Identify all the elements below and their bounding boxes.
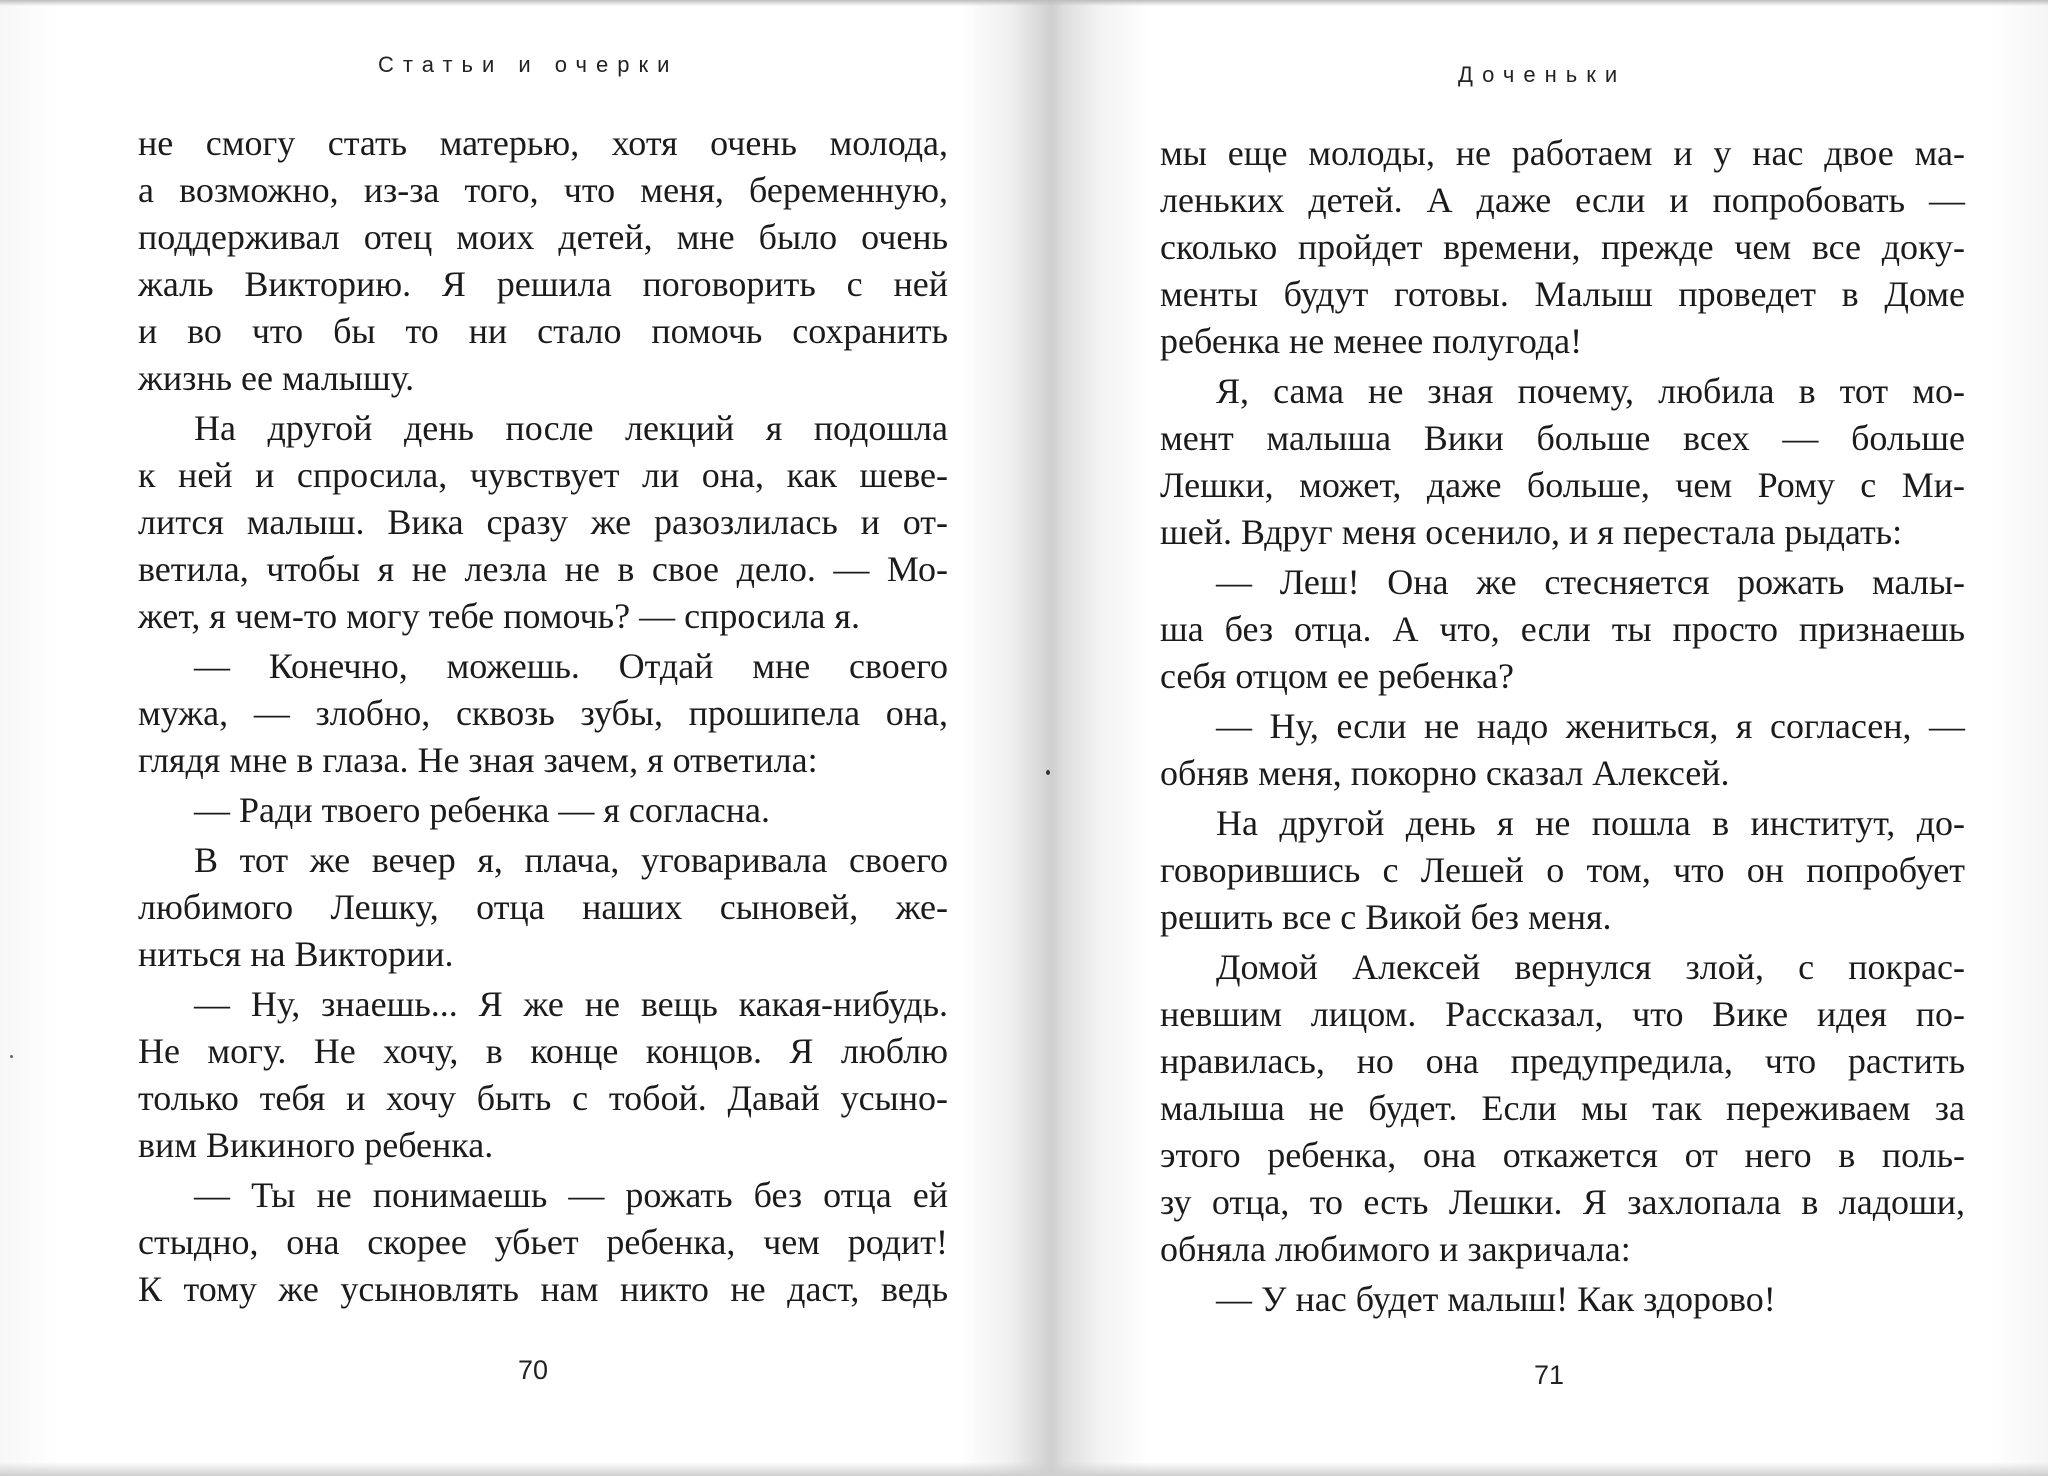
text-line: лится малыш. Вика сразу же разозлилась и от-: [138, 502, 948, 542]
text-line: ветила, чтобы я не лезла не в свое дело. — Мо-: [138, 549, 948, 589]
text-line: и во что бы то ни стало помочь сохранить: [138, 311, 948, 351]
text-line: малыша не будет. Если мы так переживаем за: [1160, 1088, 1965, 1128]
text-line: менты будут готовы. Малыш проведет в Доме: [1160, 274, 1965, 314]
text-line: этого ребенка, она откажется от него в поль-: [1160, 1135, 1965, 1175]
left-running-head: Статьи и очерки: [378, 52, 679, 77]
text-line: ребенка не менее полугода!: [1160, 321, 1583, 361]
text-line: — У нас будет малыш! Как здорово!: [1216, 1279, 1776, 1319]
text-line: жаль Викторию. Я решила поговорить с ней: [138, 264, 948, 304]
text-line: а возможно, из-за того, что меня, беременную,: [138, 170, 948, 210]
right-page: [1050, 0, 2048, 1476]
right-page-number: 71: [1534, 1360, 1565, 1390]
text-line: Я, сама не зная почему, любила в тот мо-: [1216, 371, 1965, 411]
text-line: мужа, — злобно, сквозь зубы, прошипела она,: [138, 693, 948, 733]
text-line: вим Викиного ребенка.: [138, 1125, 494, 1165]
text-line: сколько пройдет времени, прежде чем все доку-: [1160, 227, 1965, 267]
text-line: В тот же вечер я, плача, уговаривала своего: [194, 840, 948, 880]
text-line: — Ну, если не надо жениться, я согласен, —: [1216, 706, 1965, 746]
text-line: зу отца, то есть Лешки. Я захлопала в ладоши,: [1160, 1182, 1965, 1222]
text-line: ша без отца. А что, если ты просто признаешь: [1160, 609, 1965, 649]
text-line: Не могу. Не хочу, в конце концов. Я люблю: [138, 1031, 948, 1071]
text-line: — Конечно, можешь. Отдай мне своего: [194, 646, 948, 686]
text-line: жет, я чем-то могу тебе помочь? — спросила я.: [138, 596, 860, 636]
text-line: мент малыша Вики больше всех — больше: [1160, 418, 1965, 458]
right-page-text: [1160, 130, 1965, 1323]
text-line: На другой день я не пошла в институт, до-: [1216, 803, 1965, 843]
text-line: не смогу стать матерью, хотя очень молода,: [138, 123, 948, 163]
text-line: леньких детей. А даже если и попробовать —: [1160, 180, 1965, 220]
left-page-text: [138, 120, 948, 1313]
text-line: только тебя и хочу быть с тобой. Давай усыно-: [138, 1078, 948, 1118]
text-line: ниться на Виктории.: [138, 934, 454, 974]
text-line: решить все с Викой без меня.: [1160, 897, 1612, 937]
text-line: шей. Вдруг меня осенило, и я перестала рыдать:: [1160, 512, 1903, 552]
text-line: — Леш! Она же стесняется рожать малы-: [1216, 562, 1965, 602]
text-line: К тому же усыновлять нам никто не даст, ведь: [138, 1269, 948, 1309]
print-speck: [10, 1055, 13, 1058]
text-line: — Ну, знаешь... Я же не вещь какая-нибудь.: [194, 984, 948, 1024]
text-line: нравилась, но она предупредила, что растить: [1160, 1041, 1965, 1081]
text-line: жизнь ее малышу.: [138, 358, 415, 398]
text-line: — Ради твоего ребенка — я согласна.: [194, 790, 770, 830]
text-line: глядя мне в глаза. Не зная зачем, я ответила:: [138, 740, 818, 780]
text-line: любимого Лешку, отца наших сыновей, же-: [138, 887, 948, 927]
text-line: обняла любимого и закричала:: [1160, 1229, 1631, 1269]
text-line: Домой Алексей вернулся злой, с покрас-: [1216, 947, 1965, 987]
text-line: Лешки, может, даже больше, чем Рому с Ми-: [1160, 465, 1965, 505]
text-line: обняв меня, покорно сказал Алексей.: [1160, 753, 1730, 793]
text-line: себя отцом ее ребенка?: [1160, 656, 1514, 696]
text-line: говорившись с Лешей о том, что он попробует: [1160, 850, 1965, 890]
text-line: невшим лицом. Рассказал, что Вике идея по-: [1160, 994, 1965, 1034]
text-line: поддерживал отец моих детей, мне было очень: [138, 217, 948, 257]
text-line: мы еще молоды, не работаем и у нас двое ма-: [1160, 133, 1965, 173]
print-speck: [1046, 770, 1050, 775]
right-running-head: Доченьки: [1458, 62, 1627, 87]
left-page-number: 70: [518, 1355, 549, 1385]
text-line: — Ты не понимаешь — рожать без отца ей: [194, 1175, 948, 1215]
text-line: к ней и спросила, чувствует ли она, как шеве-: [138, 455, 948, 495]
text-line: На другой день после лекций я подошла: [194, 408, 948, 448]
text-line: стыдно, она скорее убьет ребенка, чем родит!: [138, 1222, 948, 1262]
